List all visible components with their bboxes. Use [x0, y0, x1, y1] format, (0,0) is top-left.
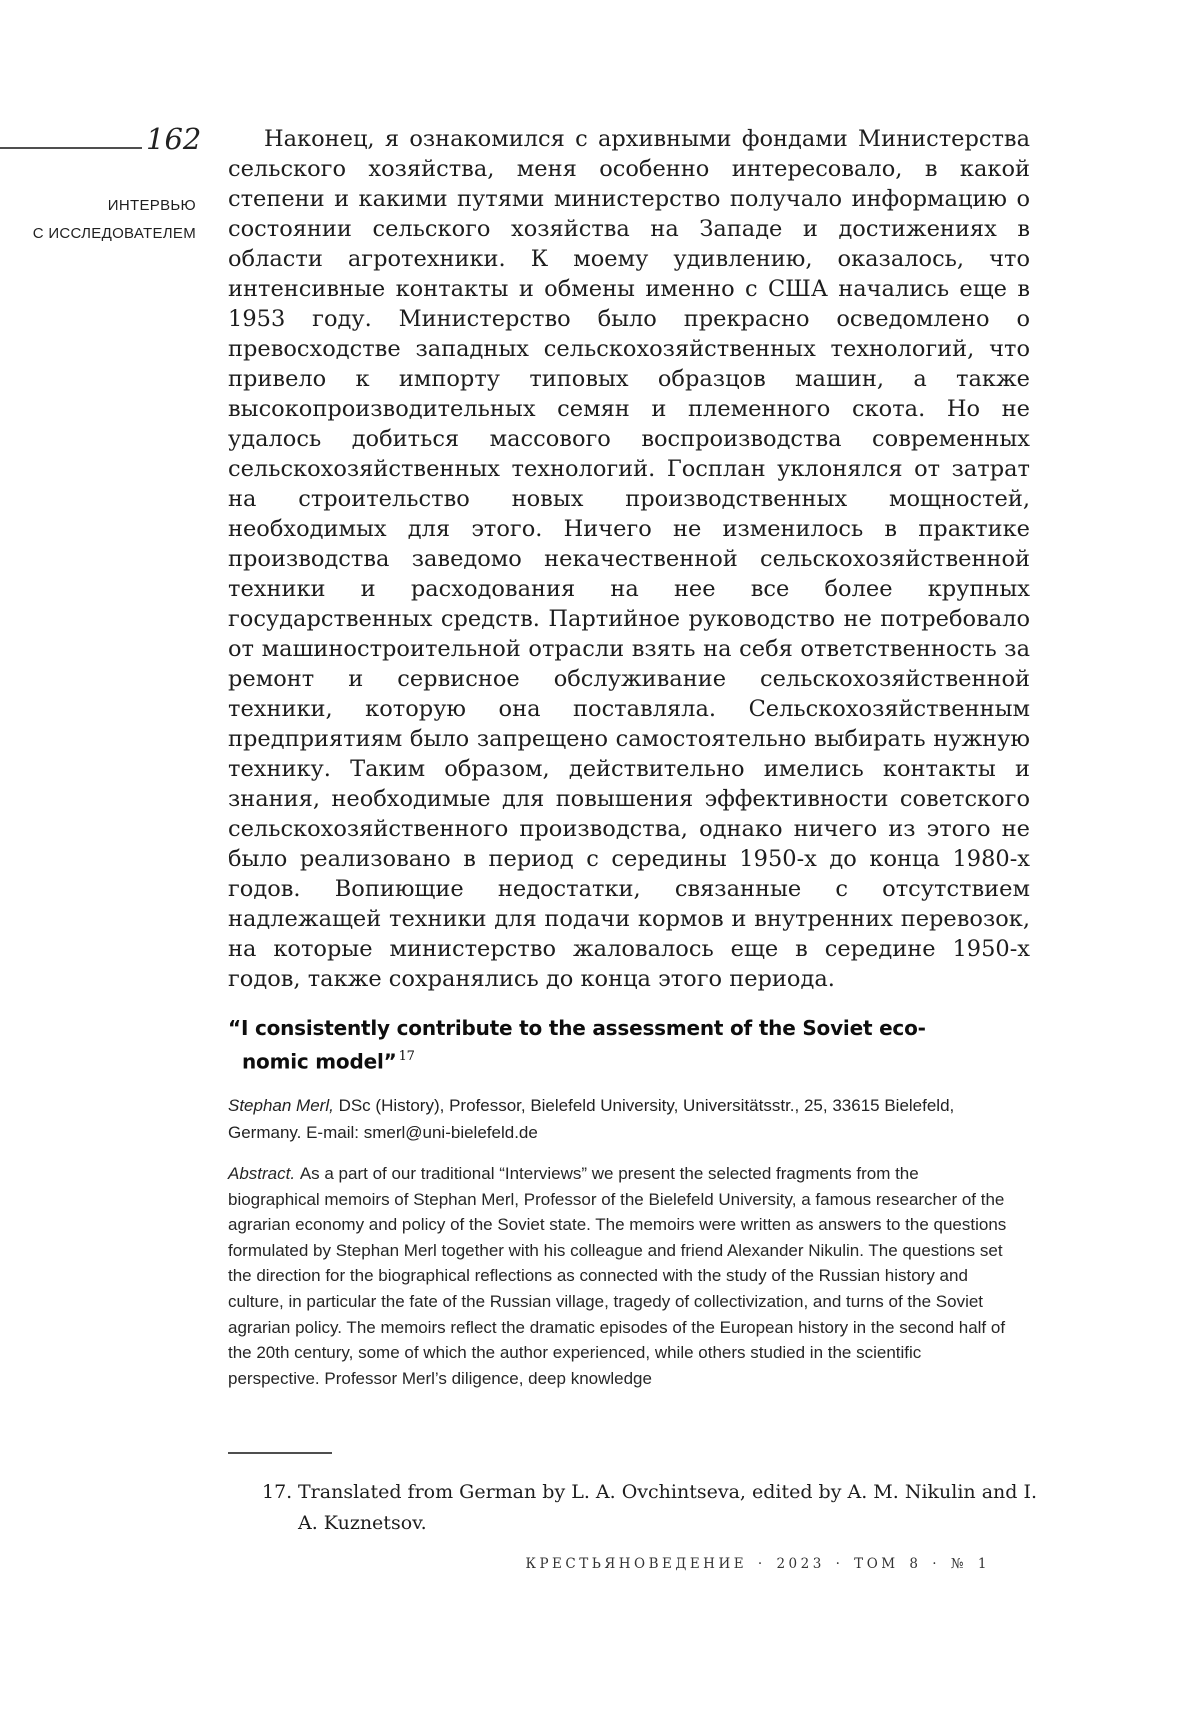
abstract-text: As a part of our traditional “Interviews” we present the selected fragments from the biographical memoirs of Stephan Merl, Professor of the Bielefeld University, a famous researcher of the agrarian economy and policy of the Soviet state. The memoirs were written as answers to the questions formulated by Stephan Merl together with his colleague and friend Alexander Nikulin. The questions set the direction for the biographical reflections as connected with the study of the Russian history and culture, in particular the fate of the Russian village, tragedy of collectivization, and turns of the Soviet agrarian policy. The memoirs reflect the dramatic episodes of the European history in the second half of the 20th century, some of which the author experienced, while others studied in the scientific perspective. Professor Merl’s diligence, deep knowledge	[228, 1164, 1007, 1388]
title-footnote-reference: 17	[398, 1049, 415, 1064]
journal-footer: КРЕСТЬЯНОВЕДЕНИЕ · 2023 · ТОМ 8 · № 1	[525, 1556, 990, 1572]
footnote-number: 17.	[262, 1481, 293, 1503]
footnote	[262, 1477, 1040, 1539]
author-affiliation: DSc (History), Professor, Bielefeld University, Universitätsstr., 25, 33615 Bielefeld, Germany. E-mail: smerl@uni-bielefeld.de	[228, 1096, 955, 1142]
footnote-rule	[228, 1452, 332, 1454]
section-label	[0, 192, 196, 248]
footnote-text: Translated from German by L. A. Ovchintseva, edited by A. M. Nikulin and I. A. Kuznetsov.	[298, 1481, 1038, 1534]
section-label-line2: С ИССЛЕДОВАТЕЛЕМ	[32, 225, 196, 242]
page-number: 162	[146, 122, 202, 156]
margin-rule	[0, 147, 142, 149]
author-line	[228, 1092, 1028, 1146]
abstract	[228, 1161, 1010, 1391]
english-title-line1: “I consistently contribute to the assessment of the Soviet eco-	[228, 1016, 926, 1040]
english-title-line2	[228, 1043, 1028, 1077]
section-label-line1: ИНТЕРВЬЮ	[107, 197, 196, 214]
author-name: Stephan Merl,	[228, 1096, 339, 1115]
english-title-line2-text: nomic model”	[242, 1049, 397, 1074]
abstract-label: Abstract.	[228, 1164, 300, 1183]
english-title	[228, 1014, 1028, 1077]
interview-paragraph: Наконец, я ознакомился с архивными фондами Министерства сельского хозяйства, меня особенно интересовало, в какой степени и какими путями министерство получало информацию о состоянии сельского хозяйства на Западе и достижениях в области агротехники. К моему удивлению, оказалось, что интенсивные контакты и обмены именно с США начались еще в 1953 году. Министерство было прекрасно осведомлено о превосходстве западных сельскохозяйственных технологий, что привело к импорту типовых образцов машин, а также высокопроизводительных семян и племенного скота. Но не удалось добиться массового воспроизводства современных сельскохозяйственных технологий. Госплан уклонялся от затрат на строительство новых производственных мощностей, необходимых для этого. Ничего не изменилось в практике производства заведомо некачественной сельскохозяйственной техники и расходования на нее все более крупных государственных средств. Партийное руководство не потребовало от машиностроительной отрасли взять на себя ответственность за ремонт и сервисное обслуживание сельскохозяйственной техники, которую она поставляла. Сельскохозяйственным предприятиям было запрещено самостоятельно выбирать нужную технику. Таким образом, действительно имелись контакты и знания, необходимые для повышения эффективности советского сельскохозяйственного производства, однако ничего из этого не было реализовано в период с середины 1950-х до конца 1980-х годов. Вопиющие недостатки, связанные с отсутствием надлежащей техники для подачи кормов и внутренних перевозок, на которые министерство жаловалось еще в середине 1950-х годов, также сохранялись до конца этого периода.	[228, 126, 1030, 992]
